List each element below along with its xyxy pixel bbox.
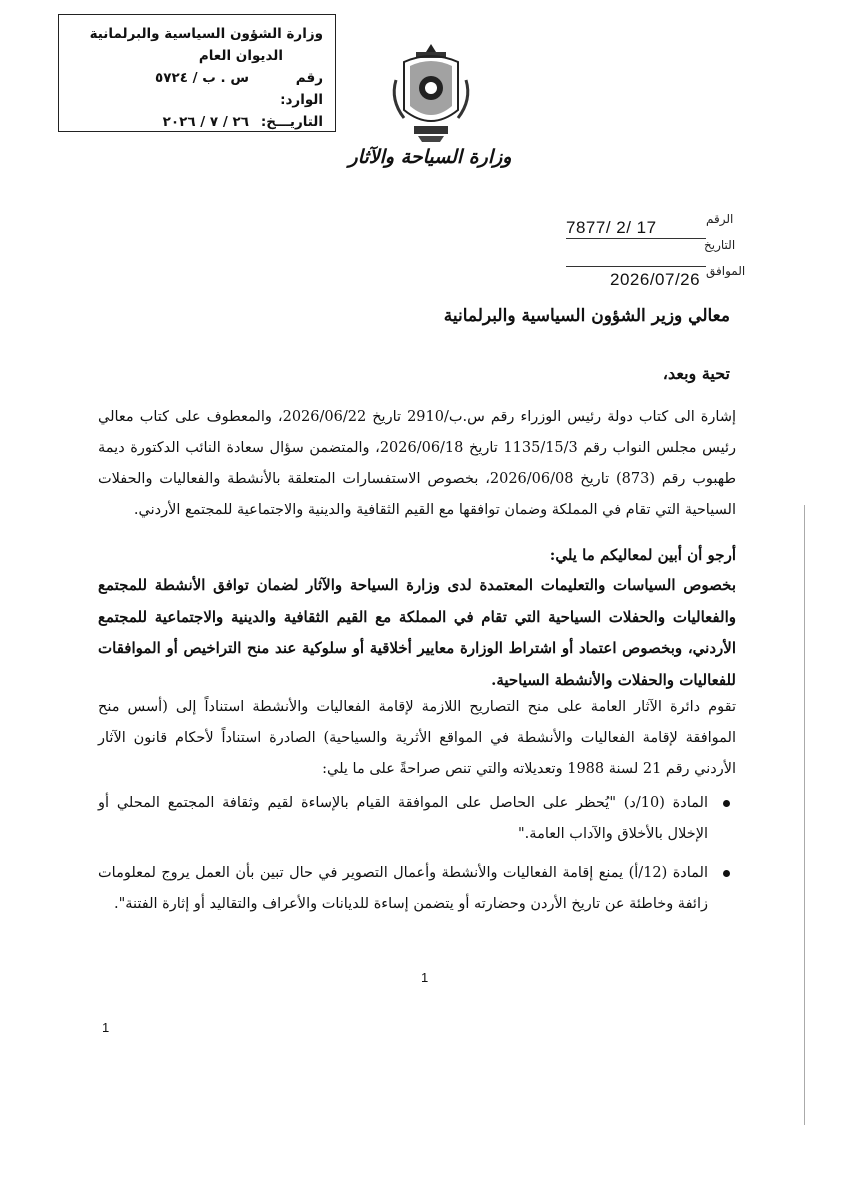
stamp-date-value: ٢٦ / ٧ / ٢٠٢٦	[162, 114, 249, 130]
ministry-name: وزارة السياحة والآثار	[348, 146, 512, 168]
paragraph-subject: بخصوص السياسات والتعليمات المعتمدة لدى وزارة السياحة والآثار لضمان توافق الأنشطة للمجتمع والفعاليات والحفلات السياحية التي تقام في المملكة مع القيم الثقافية والدينية والاجتماعية للمجتمع الأردني، وبخصوص اعتماد أو اشتراط الوزارة معايير أخلاقية أو سلوكية عند منح التراخيص أو الموافقات للفعاليات والحفلات والأنشطة السياحية.	[98, 576, 736, 689]
article-12-text: المادة (12/أ) يمنع إقامة الفعاليات والأنشطة وأعمال التصوير في حال تبين بأن العمل يروج لمعلومات زائفة وخاطئة عن تاريخ الأردن وحضارته أو يتضمن إساءة للديانات والأعراف والتقاليد أو إثارة الفتنة".	[98, 865, 709, 912]
reference-date-label: التاريخ	[704, 238, 736, 252]
stamp-incoming-label: رقم الوارد:	[280, 70, 323, 108]
reference-number: 7877/ 2/ 17	[566, 218, 657, 237]
bullet-icon	[723, 800, 730, 807]
article-10-text: المادة (10/د) "يُحظر على الحاصل على الموافقة القيام بالإساءة لقيم وثقافة المجتمع المحلي أو الإخلال بالأخلاق والآداب العامة."	[98, 795, 708, 842]
scan-margin-line	[804, 505, 805, 1125]
stamp-department: الديوان العام	[198, 48, 283, 64]
stamp-incoming-row	[71, 67, 323, 111]
articles-list	[98, 788, 736, 928]
stamp-date-row	[71, 111, 323, 133]
greeting: تحية وبعد،	[662, 364, 730, 383]
reference-date: 2026/07/26	[610, 270, 701, 289]
stamp-ministry: وزارة الشؤون السياسية والبرلمانية	[89, 26, 323, 42]
coat-of-arms-icon	[386, 40, 476, 145]
recipient: معالي وزير الشؤون السياسية والبرلمانية	[443, 306, 730, 326]
reference-hijri-label: الموافق	[706, 264, 746, 278]
paragraph-intro: أرجو أن أبين لمعاليكم ما يلي:	[549, 546, 736, 564]
reference-date-line	[566, 266, 706, 267]
reference-number-line	[566, 238, 706, 239]
stamp-date-label: التاريـــخ:	[260, 114, 323, 130]
list-item	[98, 788, 736, 850]
bullet-icon	[723, 870, 730, 877]
footer-number: 1	[102, 1020, 110, 1035]
list-item	[98, 858, 736, 920]
page-number: 1	[421, 970, 429, 985]
paragraph-department: تقوم دائرة الآثار العامة على منح التصاريح اللازمة لإقامة الفعاليات والأنشطة استناداً إلى (أسس منح الموافقة لإقامة الفعاليات والأنشطة في المواقع الأثرية والسياحية) الصادرة استناداً لأحكام قانون الآثار الأردني رقم 21 لسنة 1988 وتعديلاته والتي تنص صراحةً على ما يلي:	[98, 699, 736, 777]
paragraph-reference: إشارة الى كتاب دولة رئيس الوزراء رقم س.ب/2910 تاريخ 2026/06/22، والمعطوف على كتاب معالي رئيس مجلس النواب رقم 1135/15/3 تاريخ 2026/06/18، والمتضمن سؤال سعادة النائب الدكتورة ديمة طهبوب رقم (873) تاريخ 2026/06/08، بخصوص الاستفسارات المتعلقة بالأنشطة والفعاليات والحفلات السياحية التي تقام في المملكة وضمان توافقها مع القيم الثقافية والدينية والاجتماعية للمجتمع الأردني.	[98, 409, 737, 518]
incoming-stamp	[58, 14, 336, 132]
stamp-incoming-value: س . ب / ٥٧٢٤	[154, 70, 249, 86]
reference-number-label: الرقم	[706, 212, 734, 226]
